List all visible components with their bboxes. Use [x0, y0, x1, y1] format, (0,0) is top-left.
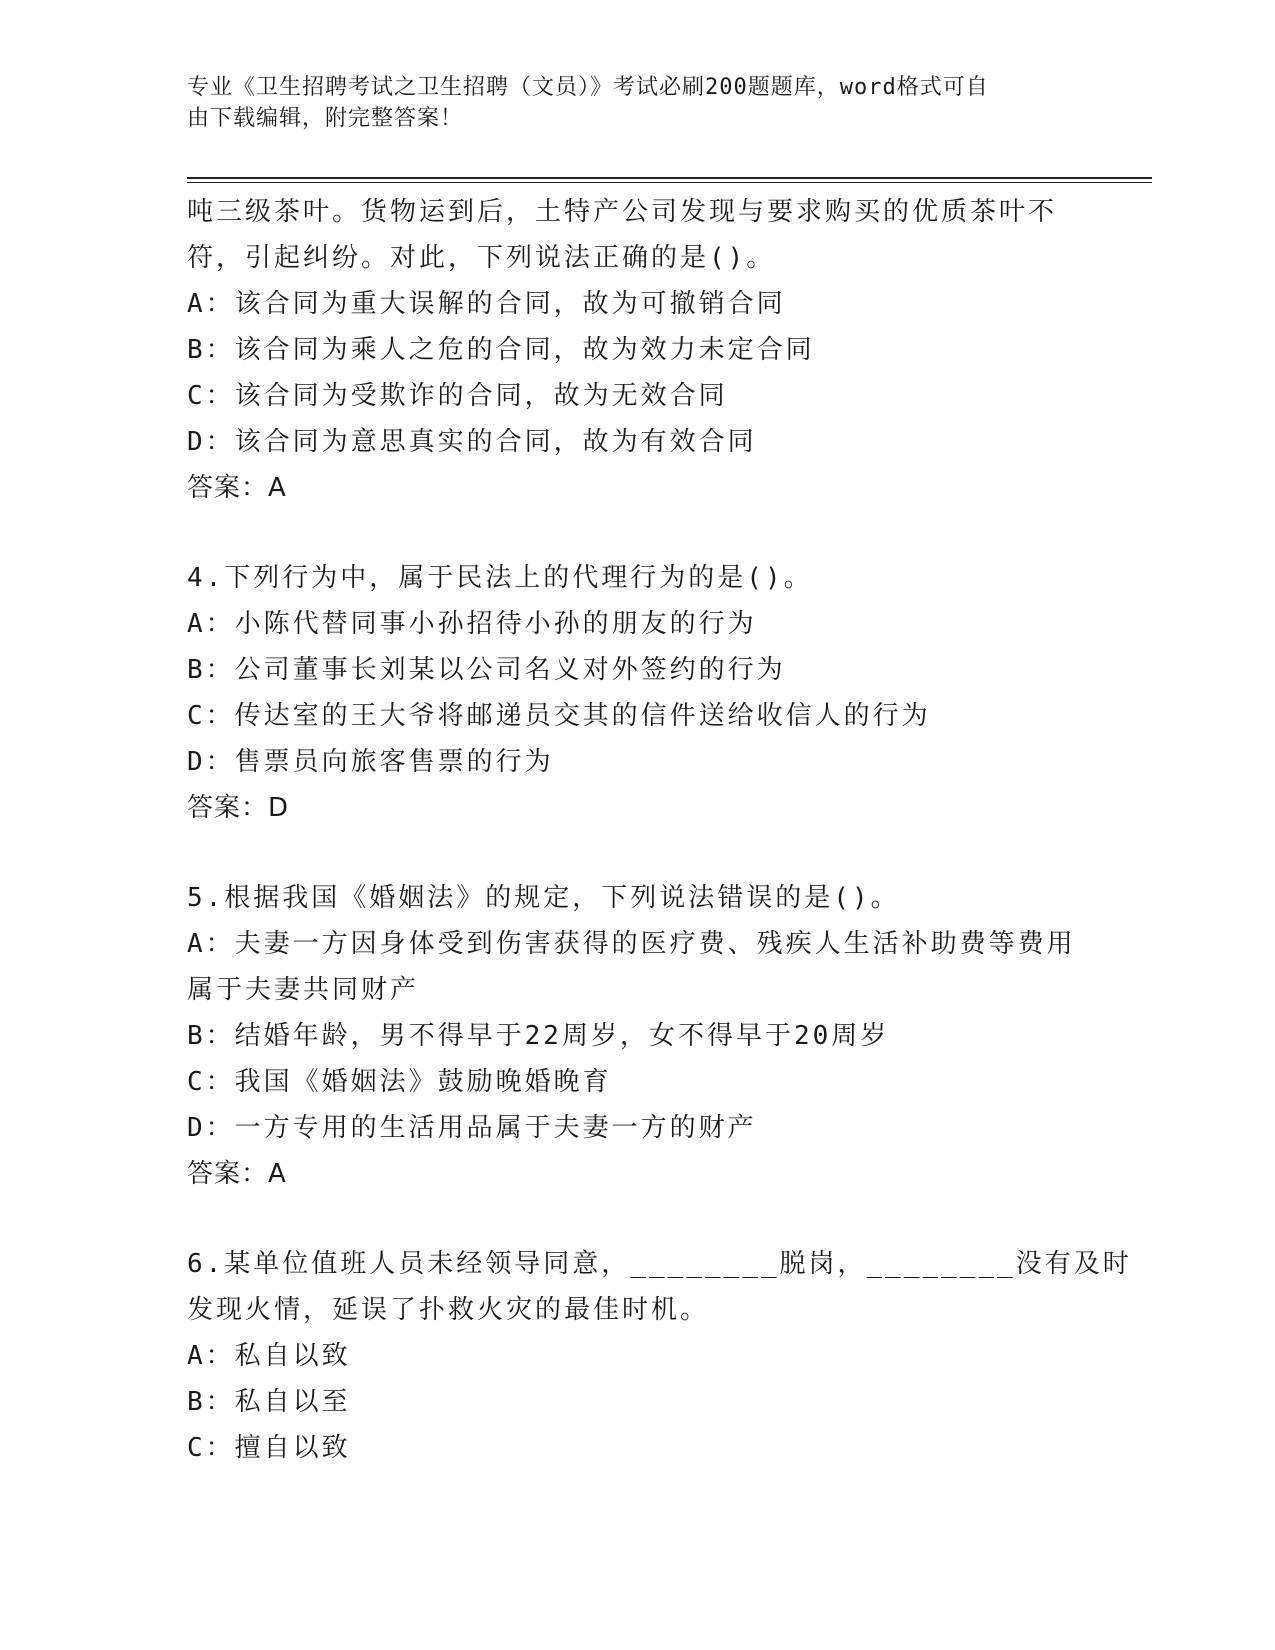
option-a-continued: 属于夫妻共同财产	[187, 975, 420, 1005]
header-line-1: 专业《卫生招聘考试之卫生招聘（文员）》考试必刷200题题库，word格式可自	[187, 75, 989, 100]
document-body	[187, 189, 1132, 1471]
option-d: D：一方专用的生活用品属于夫妻一方的财产	[187, 1113, 757, 1143]
spacer	[187, 1197, 1087, 1241]
option-a: A：小陈代替同事小孙招待小孙的朋友的行为	[187, 609, 757, 639]
option-b: B：公司董事长刘某以公司名义对外签约的行为	[187, 655, 786, 685]
question-3	[187, 189, 1087, 511]
question-5	[187, 875, 1087, 1197]
document-header	[187, 72, 1067, 134]
header-line-2: 由下载编辑，附完整答案！	[187, 106, 464, 131]
answer: 答案：A	[187, 1159, 287, 1189]
answer: 答案：D	[187, 793, 290, 823]
question-6	[187, 1241, 1132, 1471]
question-stem: 4.下列行为中，属于民法上的代理行为的是()。	[187, 563, 813, 593]
option-c: C：该合同为受欺诈的合同，故为无效合同	[187, 381, 728, 411]
option-c: C：我国《婚姻法》鼓励晚婚晚育	[187, 1067, 612, 1097]
option-d: D：售票员向旅客售票的行为	[187, 747, 554, 777]
header-divider-thin	[187, 182, 1152, 183]
option-a: A：该合同为重大误解的合同，故为可撤销合同	[187, 289, 786, 319]
spacer	[187, 511, 1087, 555]
answer: 答案：A	[187, 473, 287, 503]
question-stem: 符，引起纠纷。对此，下列说法正确的是()。	[187, 243, 776, 273]
option-d: D：该合同为意思真实的合同，故为有效合同	[187, 427, 757, 457]
question-4	[187, 555, 1087, 831]
option-c: C：传达室的王大爷将邮递员交其的信件送给收信人的行为	[187, 701, 931, 731]
option-a: A：夫妻一方因身体受到伤害获得的医疗费、残疾人生活补助费等费用	[187, 929, 1076, 959]
option-a: A：私自以致	[187, 1341, 351, 1371]
question-stem: 6.某单位值班人员未经领导同意，________脱岗，________没有及时	[187, 1249, 1132, 1279]
question-stem: 发现火情，延误了扑救火灾的最佳时机。	[187, 1295, 710, 1325]
option-b: B：该合同为乘人之危的合同，故为效力未定合同	[187, 335, 815, 365]
option-b: B：私自以至	[187, 1387, 351, 1417]
question-stem: 5.根据我国《婚姻法》的规定，下列说法错误的是()。	[187, 883, 900, 913]
option-b: B：结婚年龄，男不得早于22周岁，女不得早于20周岁	[187, 1021, 890, 1051]
option-c: C：擅自以致	[187, 1433, 351, 1463]
question-stem: 吨三级茶叶。货物运到后，土特产公司发现与要求购买的优质茶叶不	[187, 197, 1058, 227]
spacer	[187, 831, 1087, 875]
header-divider-thick	[187, 177, 1152, 179]
